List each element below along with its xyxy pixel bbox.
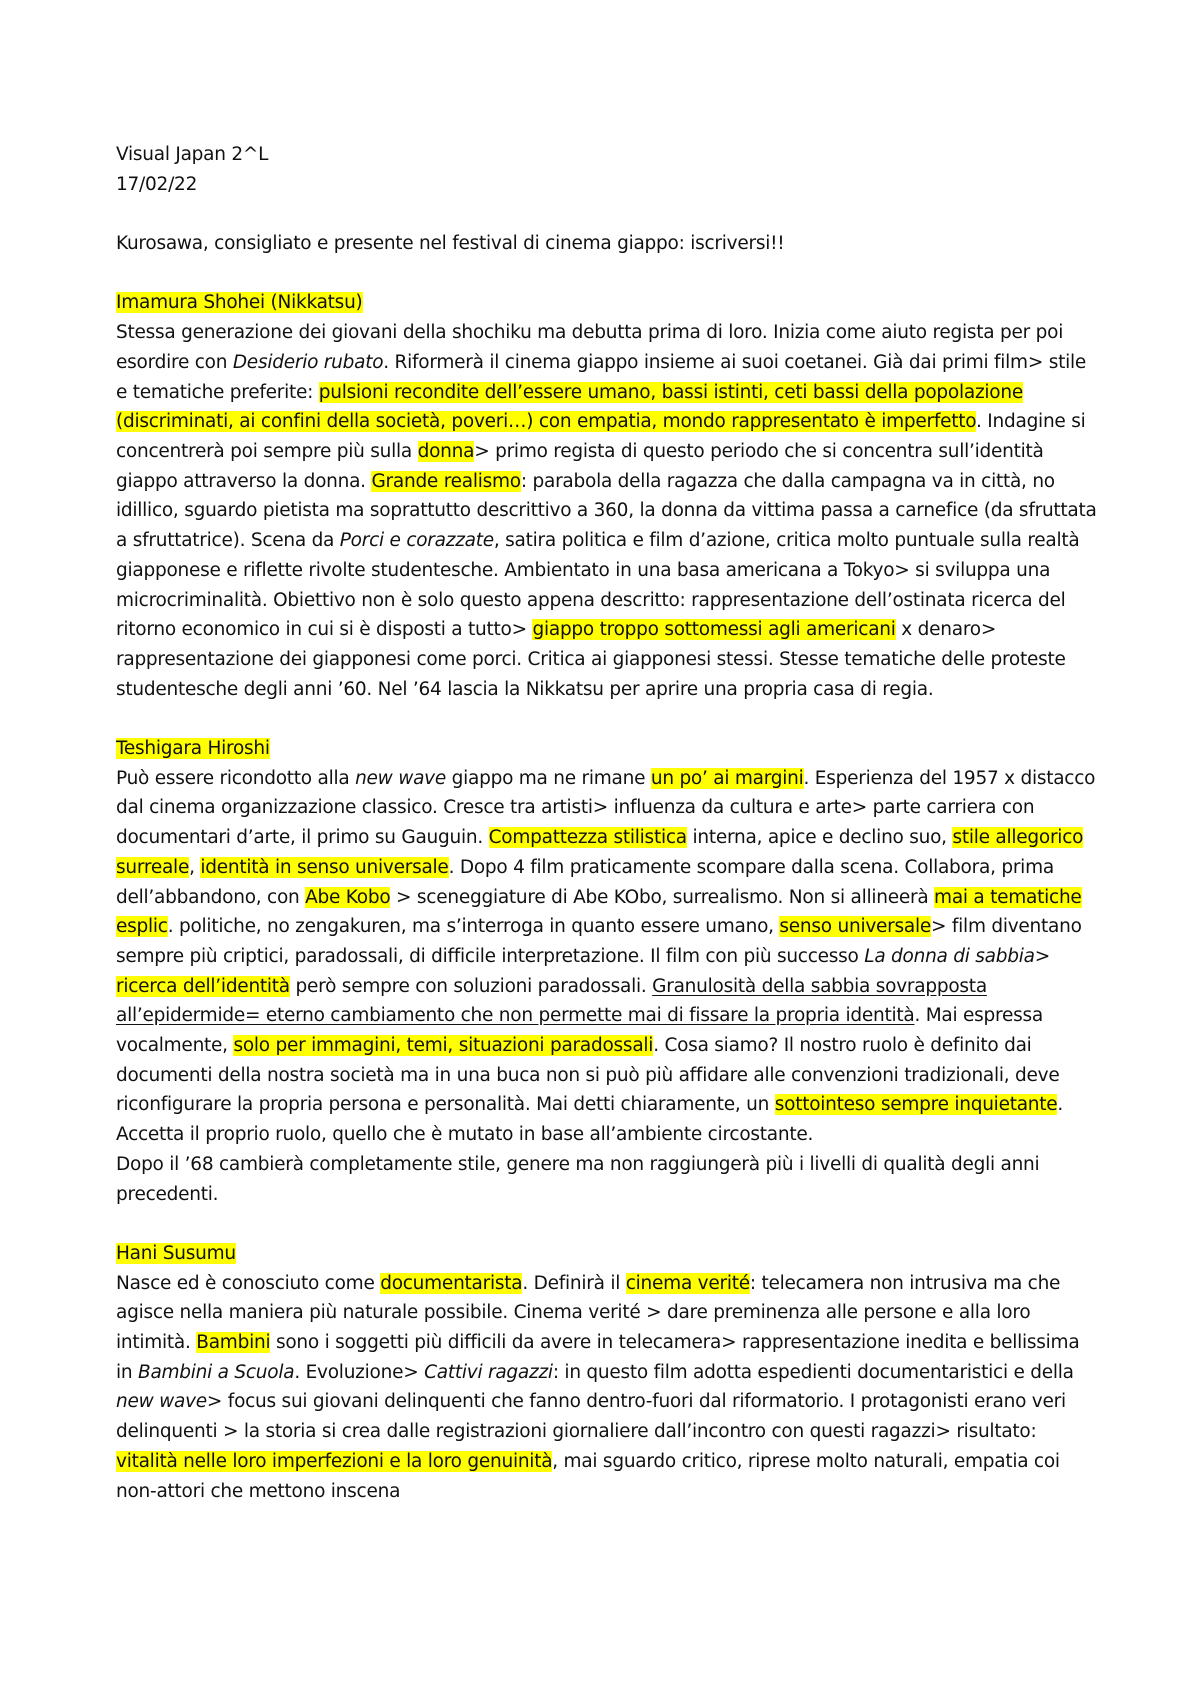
highlighted-text: senso universale (779, 916, 932, 938)
text-run: . Cosa siamo? Il nostro ruolo è definito dai documenti della nostra società ma in una buca non si può più affidare alle convenzioni tradizionali, deve riconfigurare la propria persona e personalità. Mai detti chiaramente, un (116, 1035, 1060, 1116)
section-heading-teshigara: Teshigara Hiroshi (116, 738, 270, 760)
section-heading-imamura: Imamura Shohei (Nikkatsu) (116, 292, 363, 314)
text-run: . Mai espressa vocalmente, (116, 1005, 1043, 1057)
italic-title: new wave (116, 1391, 207, 1413)
section-body-hani (116, 1269, 1100, 1507)
highlighted-text: Abe Kobo (305, 886, 391, 908)
italic-title: new wave (355, 767, 446, 789)
highlighted-text: un po’ ai margini (650, 767, 804, 789)
spacer (116, 199, 1100, 229)
highlighted-text: Compattezza stilistica (488, 827, 687, 849)
highlighted-text: sottointeso sempre inquietante (774, 1094, 1058, 1116)
text-run: x denaro> rappresentazione dei giapponesi come porci. Critica ai giapponesi stessi. Stesse tematiche delle proteste studentesche degli anni ’60. Nel ’64 lascia la Nikkatsu per aprire una propria casa di regia. (116, 619, 1066, 700)
text-run: : parabola della ragazza che dalla campagna va in città, no idillico, sguardo pietista ma soprattutto descrittivo a 360, la donna da vittima passa a carnefice (da sfruttata a sfruttatrice). Scena da (116, 470, 1097, 552)
text-run: > (1034, 945, 1050, 967)
section-body-imamura (116, 318, 1100, 704)
text-run: . Esperienza del 1957 x distacco dal cinema organizzazione classico. Cresce tra artisti> influenza da cultura e arte> parte carriera con documentari d’arte, il primo su Gauguin. (116, 767, 1096, 849)
text-run: . Accetta il proprio ruolo, quello che è mutato in base all’ambiente circostante. (116, 1094, 1064, 1146)
text-run: , (189, 856, 201, 878)
text-run: interna, apice e declino suo, (686, 827, 953, 849)
text-run: : in questo film adotta espedienti documentaristici e della (552, 1361, 1074, 1383)
spacer (116, 1209, 1100, 1239)
highlighted-text: giappo troppo sottomessi agli americani (532, 619, 896, 641)
italic-title: Desiderio rubato (232, 351, 384, 373)
text-run: Stessa generazione dei giovani della shochiku ma debutta prima di loro. Inizia come aiuto regista per poi esordire con (116, 322, 1064, 373)
text-run: . Indagine si concentrerà poi sempre più sulla (116, 411, 1086, 462)
text-run: . Definirà il (522, 1272, 626, 1294)
text-run: Nasce ed è conosciuto come (116, 1272, 381, 1294)
highlighted-text: ricerca dell’identità (116, 975, 290, 997)
spacer (116, 259, 1100, 289)
highlighted-text: documentarista (380, 1272, 523, 1294)
highlighted-text: mai a tematiche esplic (116, 886, 1082, 938)
text-run: > primo regista di questo periodo che si concentra sull’identità giappo attraverso la donna. (116, 441, 1044, 492)
text-run: , satira politica e film d’azione, critica molto puntuale sulla realtà giapponese e riflette rivolte studentesche. Ambientato in una basa americana a Tokyo> si sviluppa una microcriminalità. Obiettivo non è solo questo appena descritto: rappresentazione dell’ostinata ricerca del ritorno economico in cui si è disposti a tutto> (116, 530, 1080, 641)
section-extra-teshigara: Dopo il ’68 cambierà completamente stile, genere ma non raggiungerà più i livelli di qualità degli anni precedenti. (116, 1153, 1040, 1205)
italic-title: Cattivi ragazzi (424, 1361, 553, 1383)
highlighted-text: pulsioni recondite dell’essere umano, bassi istinti, ceti bassi della popolazione (discriminati, ai confini della società, poveri…) con empatia, mondo rappresentato è imperfetto (116, 381, 1023, 433)
text-run: Può essere ricondotto alla (116, 767, 356, 789)
italic-title: La donna di sabbia (864, 945, 1035, 967)
highlighted-text: Grande realismo (371, 470, 521, 492)
highlighted-text: vitalità nelle loro imperfezioni e la loro genuinità (116, 1450, 553, 1472)
text-run: sono i soggetti più difficili da avere in telecamera> rappresentazione inedita e bellissima in (116, 1332, 1080, 1383)
spacer (116, 704, 1100, 734)
text-run: > film diventano sempre più criptici, paradossali, di difficile interpretazione. Il film con più successo (116, 916, 1082, 967)
text-run: . Dopo 4 film praticamente scompare dalla scena. Collabora, prima dell’abbandono, con (116, 856, 1054, 908)
highlighted-text: Bambini (196, 1332, 271, 1354)
text-run: però sempre con soluzioni paradossali. (289, 975, 653, 997)
text-run: : telecamera non intrusiva ma che agisce nella maniera più naturale possibile. Cinema verité > dare preminenza alle persone e alla loro intimità. (116, 1272, 1061, 1354)
text-run: > sceneggiature di Abe KObo, surrealismo. Non si allineerà (390, 886, 935, 908)
italic-title: Bambini a Scuola (138, 1361, 295, 1383)
doc-date: 17/02/22 (116, 173, 198, 195)
highlighted-text: solo per immagini, temi, situazioni paradossali (233, 1035, 654, 1057)
text-run: giappo ma ne rimane (446, 767, 651, 789)
highlighted-text: cinema verité (625, 1272, 750, 1294)
doc-title: Visual Japan 2^L (116, 144, 269, 165)
section-heading-hani: Hani Susumu (116, 1242, 236, 1264)
text-run: . Riformerà il cinema giappo insieme ai suoi coetanei. Già dai primi film> stile e tematiche preferite: (116, 351, 1087, 403)
highlighted-text: identità in senso universale (200, 856, 449, 878)
highlighted-text: stile allegorico surreale (116, 827, 1084, 878)
intro-note: Kurosawa, consigliato e presente nel festival di cinema giappo: iscriversi!! (116, 233, 785, 255)
highlighted-text: donna (417, 441, 475, 462)
section-body-teshigara (116, 764, 1100, 1150)
text-run: . politiche, no zengakuren, ma s’interroga in quanto essere umano, (167, 916, 780, 938)
text-run: > focus sui giovani delinquenti che fanno dentro-fuori dal riformatorio. I protagonisti erano veri delinquenti > la storia si crea dalle registrazioni giornaliere dall’incontro con questi ragazzi> risultato: (116, 1391, 1066, 1443)
italic-title: Porci e corazzate (339, 530, 494, 552)
text-run: . Evoluzione> (294, 1361, 425, 1383)
text-run: , mai sguardo critico, riprese molto naturali, empatia coi non-attori che mettono inscena (116, 1450, 1060, 1502)
underlined-text: Granulosità della sabbia sovrapposta all’epidermide= eterno cambiamento che non permette mai di fissare la propria identità (116, 975, 987, 1027)
